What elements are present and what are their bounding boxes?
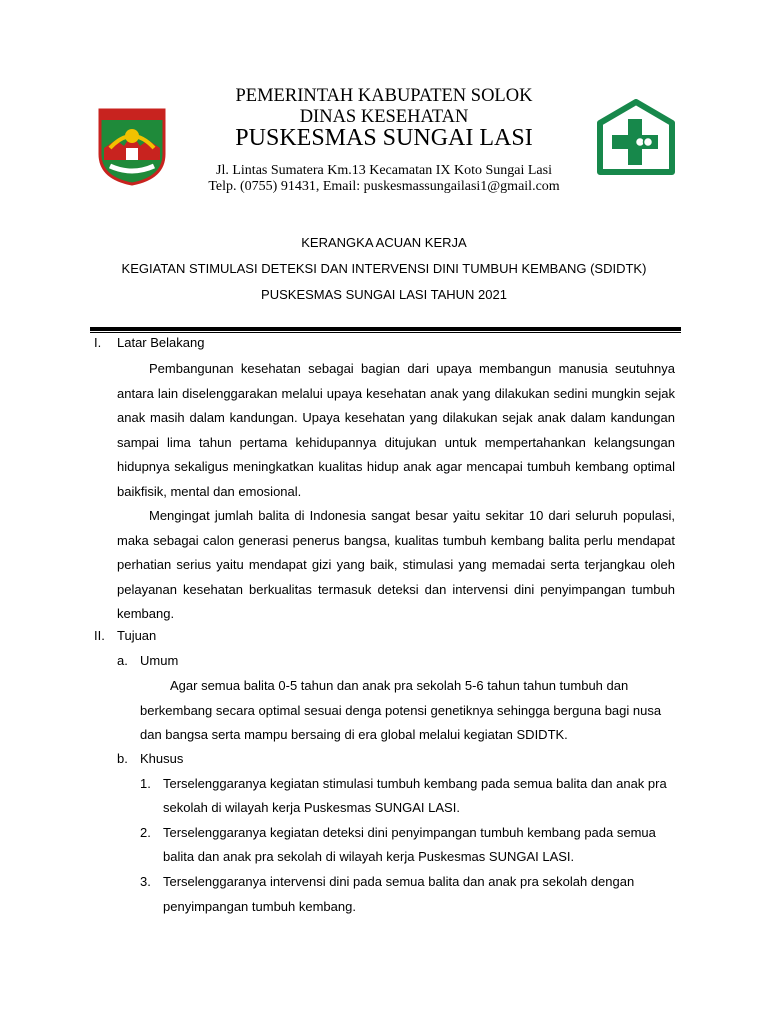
section-1-paragraph-1 [117,357,675,505]
paragraph-line: hidupnya sekaligus meningkatkan kualitas hidup anak agar mencapai tumbuh kembang optimal [117,459,675,475]
khusus-item-3-line-2: penyimpangan tumbuh kembang. [163,899,356,914]
activity-title: KEGIATAN STIMULASI DETEKSI DAN INTERVENSI DINI TUMBUH KEMBANG (SDIDTK) [121,261,647,276]
paragraph-line: anak masih dalam kandungan. Upaya kesehatan yang dilakukan sejak anak dalam kandungan [117,410,675,426]
government-name: PEMERINTAH KABUPATEN SOLOK [235,86,533,106]
paragraph-line: maka sebagai calon generasi penerus bangsa, kualitas tumbuh kembang balita perlu mendapat [117,532,675,548]
subsection-a-marker: a. [117,653,128,668]
department-name: DINAS KESEHATAN [299,107,469,127]
khusus-item-3-number: 3. [140,874,151,889]
section-2-heading: Tujuan [117,628,157,643]
paragraph-line: sampai lima tahun pertama kehidupannya ditujukan untuk mempertahankan kelangsungan [117,434,675,450]
paragraph-line: Pembangunan kesehatan sebagai bagian dari upaya membangun manusia seutuhnya [149,361,675,376]
section-1-paragraph-2 [117,504,675,627]
paragraph-line: baikfisik, mental dan emosional. [117,483,302,499]
khusus-item-1-line-1: Terselenggaranya kegiatan stimulasi tumbuh kembang pada semua balita dan anak pra [163,776,667,791]
address-line: Jl. Lintas Sumatera Km.13 Kecamatan IX Koto Sungai Lasi [216,163,552,178]
khusus-item-3-line-1: Terselenggaranya intervensi dini pada semua balita dan anak pra sekolah dengan [163,874,635,889]
subsection-b-heading: Khusus [140,751,184,766]
contact-line: Telp. (0755) 91431, Email: puskesmassungailasi1@gmail.com [208,179,560,194]
institution-year-title: PUSKESMAS SUNGAI LASI TAHUN 2021 [261,287,507,302]
divider-thin [90,332,681,333]
khusus-item-2-line-1: Terselenggaranya kegiatan deteksi dini penyimpangan tumbuh kembang pada semua [163,825,656,840]
section-1-heading: Latar Belakang [117,335,205,350]
umum-line-3: dan bangsa serta mampu bersaing di era global melalui kegiatan SDIDTK. [140,727,568,742]
paragraph-line: antara lain diselenggarakan melalui upaya kesehatan anak yang dilakukan sedini mungkin sejak [117,385,675,401]
paragraph-line: kembang. [117,606,175,622]
khusus-item-1-line-2: sekolah di wilayah kerja Puskesmas SUNGAI LASI. [163,800,460,815]
khusus-item-2-number: 2. [140,825,151,840]
document-title: KERANGKA ACUAN KERJA [301,235,467,250]
divider-thick [90,327,681,331]
paragraph-line: perhatian serius yaitu mendapat gizi yang baik, stimulasi yang memadai serta terjangkau oleh [117,557,675,573]
umum-line-2: berkembang secara optimal sesuai denga potensi genetiknya sehingga berguna bagi nusa [140,703,662,718]
puskesmas-name: PUSKESMAS SUNGAI LASI [235,125,533,151]
section-1-number: I. [94,335,102,350]
subsection-a-heading: Umum [140,653,179,668]
puskesmas-logo-icon [596,99,676,175]
section-2-number: II. [94,628,105,643]
paragraph-line: pelayanan kesehatan berkualitas termasuk deteksi dan intervensi dini penyimpangan tumbuh [117,581,675,597]
khusus-item-2-line-2: balita dan anak pra sekolah di wilayah kerja Puskesmas SUNGAI LASI. [163,849,575,864]
paragraph-line: Mengingat jumlah balita di Indonesia sangat besar yaitu sekitar 10 dari seluruh populasi, [149,508,675,523]
subsection-b-marker: b. [117,751,128,766]
umum-line-1: Agar semua balita 0-5 tahun dan anak pra sekolah 5-6 tahun tahun tumbuh dan [170,678,629,693]
khusus-item-1-number: 1. [140,776,151,791]
